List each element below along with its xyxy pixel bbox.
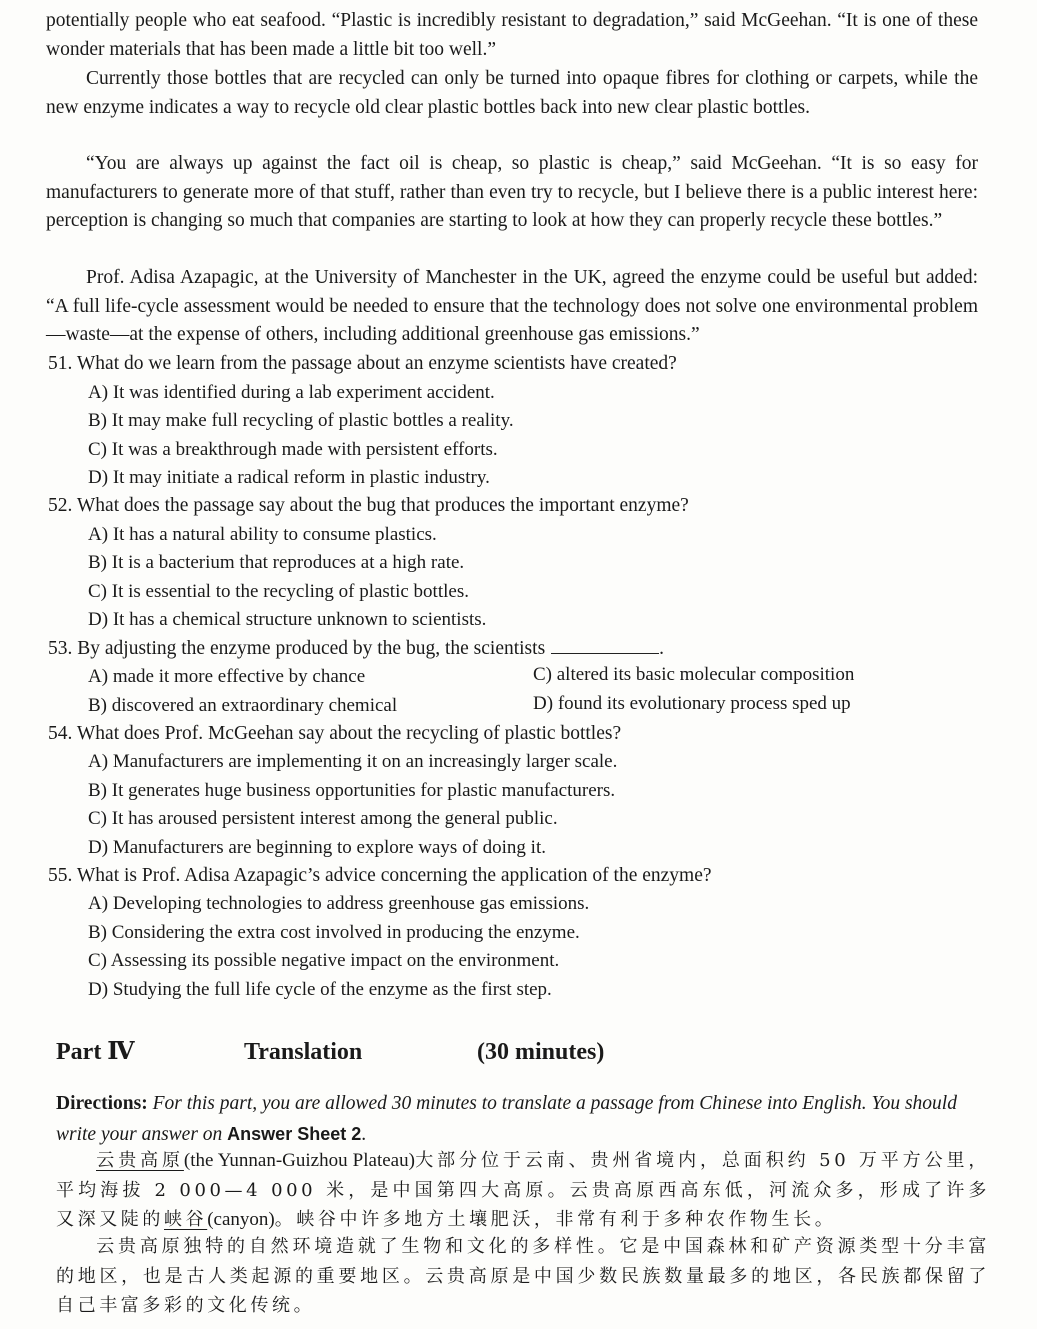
part-title: Translation [244,1039,363,1065]
directions: Directions: For this part, you are allowed 30 minutes to translate a passage from Chinese into English. You should write your answer on Answer Sheet 2. [56,1093,957,1145]
q51-option-b[interactable]: B) It may make full recycling of plastic bottles a reality. [88,410,514,431]
q54-option-d[interactable]: D) Manufacturers are beginning to explore ways of doing it. [88,837,546,858]
question-number: 53. [48,638,73,659]
directions-body: For this part, you are allowed 30 minutes to translate a passage from Chinese into English. You should write your answer on [56,1093,957,1145]
translation-paragraph-1: 云贵高原(the Yunnan-Guizhou Plateau)大部分位于云南、贵州省境内，总面积约 50 万平方公里，平均海拔 2 000—4 000 米，是中国第四大高原。云贵高原西高东低，河流众多，形成了许多又深又陡的峡谷(canyon)。峡谷中许多地方土壤肥沃，非常有利于多种农作物生长。 [56,1150,990,1230]
term-gloss-canyon: (canyon) [207,1209,275,1230]
q54-option-a[interactable]: A) Manufacturers are implementing it on an increasingly larger scale. [88,751,618,772]
q54-option-c[interactable]: C) It has aroused persistent interest among the general public. [88,808,558,829]
q52-option-d[interactable]: D) It has a chemical structure unknown to scientists. [88,609,487,630]
question-number: 54. [48,723,73,744]
q51-option-a[interactable]: A) It was identified during a lab experiment accident. [88,382,495,403]
q55-option-d[interactable]: D) Studying the full life cycle of the enzyme as the first step. [88,979,552,1000]
question-number: 51. [48,353,73,374]
q53-option-a[interactable]: A) made it more effective by chance [88,666,366,687]
term-yungui-plateau: 云贵高原 [96,1150,184,1171]
q51-option-d[interactable]: D) It may initiate a radical reform in plastic industry. [88,467,490,488]
question-stem: What do we learn from the passage about an enzyme scientists have created? [76,353,677,374]
question-stem: What does Prof. McGeehan say about the recycling of plastic bottles? [76,723,622,744]
question-stem: By adjusting the enzyme produced by the bug, the scientists [77,638,546,659]
q54-option-b[interactable]: B) It generates huge business opportunities for plastic manufacturers. [88,780,616,801]
q51-option-c[interactable]: C) It was a breakthrough made with persistent efforts. [88,439,498,460]
q52-option-b[interactable]: B) It is a bacterium that reproduces at a high rate. [88,552,465,573]
passage-paragraph-4: Prof. Adisa Azapagic, at the University of Manchester in the UK, agreed the enzyme could be useful but added: “A full life-cycle assessment would be needed to ensure that the technology does not solve one environmental problem—waste—at the expense of others, including additional greenhouse gas emissions.” [46,267,978,346]
question-number: 52. [48,495,73,516]
question-53: 53. By adjusting the enzyme produced by the bug, the scientists . [48,635,664,664]
q55-option-c[interactable]: C) Assessing its possible negative impact on the environment. [88,950,560,971]
q53-option-b[interactable]: B) discovered an extraordinary chemical [88,695,398,716]
part-time: (30 minutes) [477,1039,605,1065]
question-55 [48,862,712,891]
passage-paragraph-1: potentially people who eat seafood. “Plastic is incredibly resistant to degradation,” said McGeehan. “It is one of these wonder materials that has been made a little bit too well.” [46,10,978,60]
question-54 [48,720,621,749]
term-gloss: (the Yunnan-Guizhou Plateau) [183,1150,415,1171]
question-stem: What does the passage say about the bug that produces the important enzyme? [76,495,689,516]
q52-option-c[interactable]: C) It is essential to the recycling of plastic bottles. [88,581,469,602]
q53-option-d[interactable]: D) found its evolutionary process sped up [533,693,851,714]
question-52 [48,492,689,521]
question-number: 55. [48,865,73,886]
q53-option-c[interactable]: C) altered its basic molecular composition [533,664,855,685]
q55-option-a[interactable]: A) Developing technologies to address greenhouse gas emissions. [88,893,590,914]
question-stem: What is Prof. Adisa Azapagic’s advice concerning the application of the enzyme? [76,865,712,886]
passage-paragraph-2: Currently those bottles that are recycled can only be turned into opaque fibres for clothing or carpets, while the new enzyme indicates a way to recycle old clear plastic bottles back into new clear plastic bottles. [46,68,978,118]
part-label: Part Ⅳ [56,1039,135,1065]
directions-label: Directions: [56,1093,148,1114]
q55-option-b[interactable]: B) Considering the extra cost involved in producing the enzyme. [88,922,580,943]
question-51 [48,350,677,379]
translation-paragraph-2: 云贵高原独特的自然环境造就了生物和文化的多样性。它是中国森林和矿产资源类型十分丰富的地区，也是古人类起源的重要地区。云贵高原是中国少数民族数量最多的地区，各民族都保留了自己丰富多彩的文化传统。 [56,1236,990,1316]
passage-paragraph-3: “You are always up against the fact oil is cheap, so plastic is cheap,” said McGeehan. “It is so easy for manufacturers to generate more of that stuff, rather than even try to recycle, but I believe there is a public interest here: perception is changing so much that companies are starting to look at how they can properly recycle these bottles.” [46,153,978,232]
term-canyon: 峡谷 [164,1209,208,1230]
answer-blank [551,635,659,654]
answer-sheet-reference: Answer Sheet 2 [227,1124,362,1144]
q52-option-a[interactable]: A) It has a natural ability to consume plastics. [88,524,437,545]
